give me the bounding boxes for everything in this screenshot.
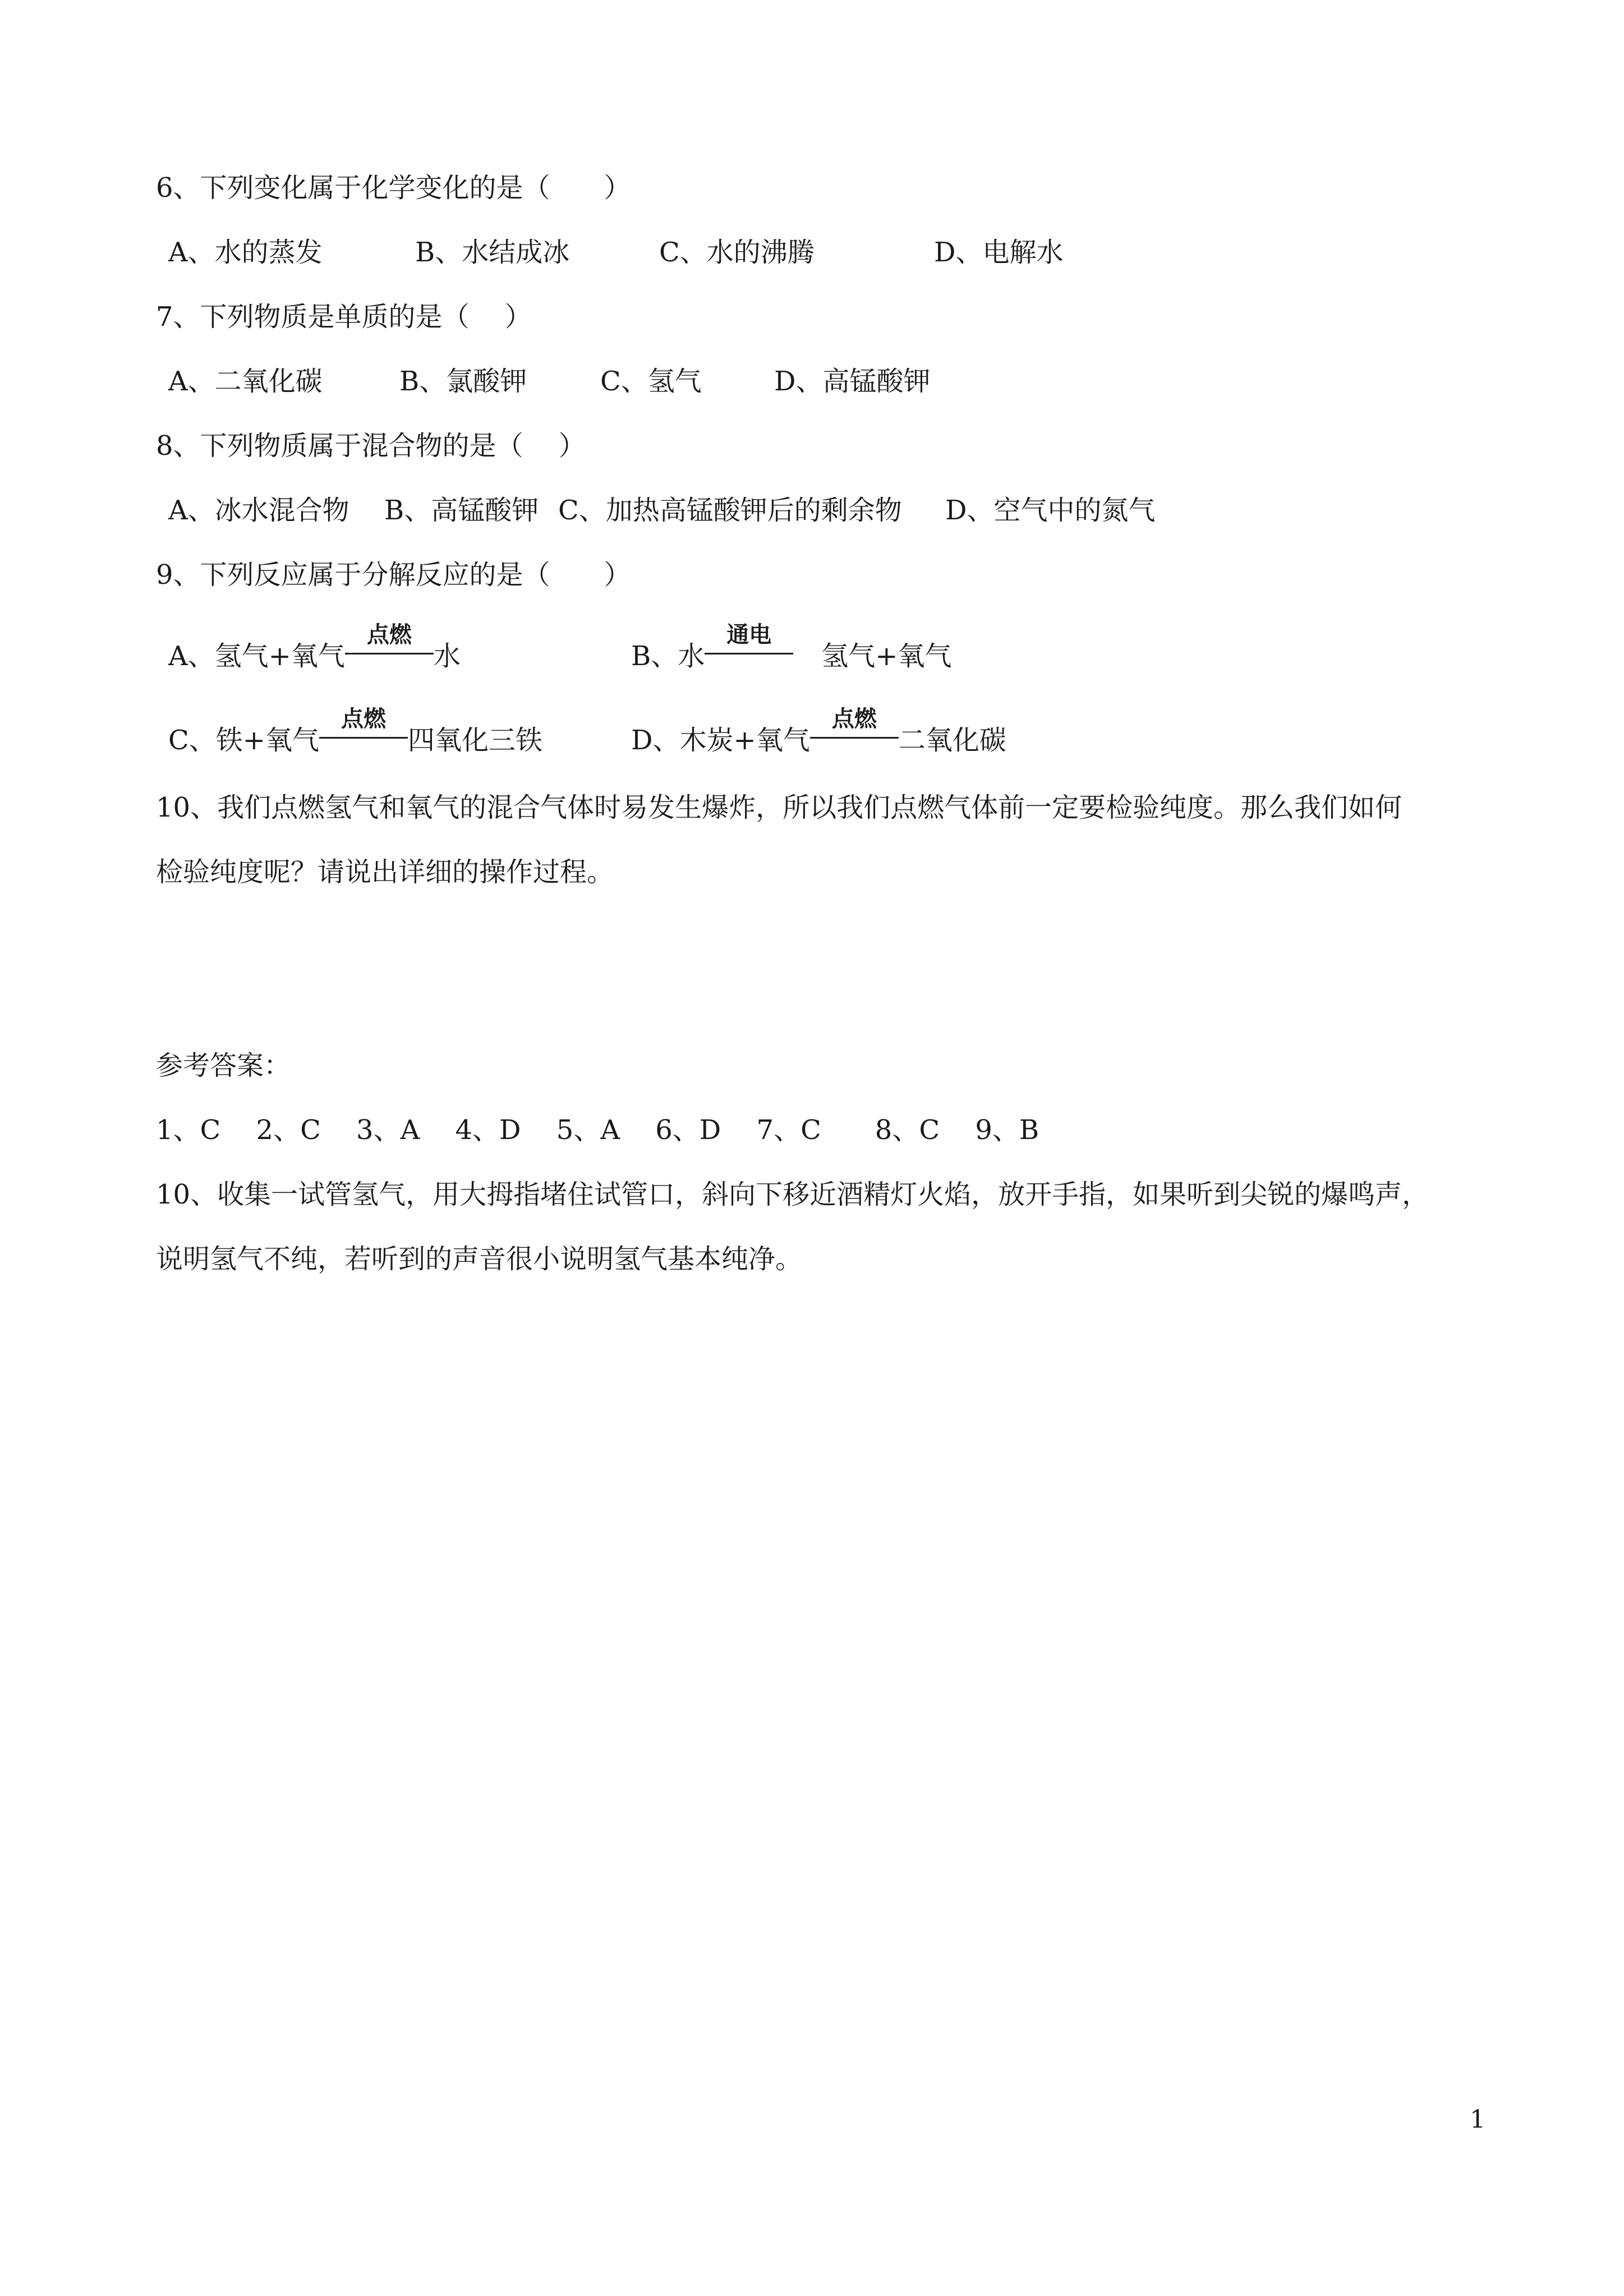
question-10-line-1: 10、我们点燃氢气和氧气的混合气体时易发生爆炸，所以我们点燃气体前一定要检验纯度。那么我们如何 <box>156 792 1402 823</box>
question-9-option-c <box>168 706 542 757</box>
answer-q10-line-1: 10、收集一试管氢气，用大拇指堵住试管口，斜向下移近酒精灯火焰，放开手指，如果听到尖锐的爆鸣声， <box>156 1179 1429 1210</box>
answer-key-title: 参考答案： <box>156 1050 291 1081</box>
question-7-option-d: D、高锰酸钾 <box>774 366 931 397</box>
reaction-arrow <box>810 706 899 757</box>
question-8-option-c: C、加热高锰酸钾后的剩余物 <box>558 495 902 526</box>
reaction-condition: 点燃 <box>366 622 412 648</box>
question-8-option-a: A、冰水混合物 <box>168 495 349 526</box>
equation-a-reactants: A、氢气+氧气 <box>168 640 345 672</box>
question-8-option-b: B、高锰酸钾 <box>384 495 539 526</box>
question-6-stem: 6、下列变化属于化学变化的是（ ） <box>156 172 631 204</box>
question-9-stem: 9、下列反应属于分解反应的是（ ） <box>156 559 631 591</box>
question-8-stem: 8、下列物质属于混合物的是（ ） <box>156 430 586 462</box>
arrow-line <box>345 653 434 654</box>
answer-q10-line-2: 说明氢气不纯，若听到的声音很小说明氢气基本纯净。 <box>156 1243 803 1275</box>
reaction-arrow <box>319 706 408 757</box>
equation-d-products: 二氧化碳 <box>898 725 1006 756</box>
question-7-option-a: A、二氧化碳 <box>168 366 323 397</box>
reaction-condition: 点燃 <box>341 706 386 732</box>
question-6-option-d: D、电解水 <box>934 237 1064 268</box>
question-6-option-a: A、水的蒸发 <box>168 237 323 268</box>
reaction-condition: 通电 <box>726 622 772 648</box>
reaction-arrow <box>345 622 434 673</box>
question-7-option-c: C、氢气 <box>600 366 702 397</box>
arrow-line <box>810 737 899 739</box>
question-9-option-d <box>631 706 1006 757</box>
question-7-stem: 7、下列物质是单质的是（ ） <box>156 301 532 333</box>
question-7-option-b: B、氯酸钾 <box>399 366 527 397</box>
question-8-option-d: D、空气中的氮气 <box>945 495 1156 526</box>
question-9-option-b <box>631 622 952 673</box>
page-number: 1 <box>1470 2105 1485 2134</box>
question-10-line-2: 检验纯度呢？请说出详细的操作过程。 <box>156 856 614 888</box>
equation-c-products: 四氧化三铁 <box>407 725 542 756</box>
equation-d-reactants: D、木炭+氧气 <box>631 725 810 756</box>
arrow-line <box>705 653 793 654</box>
question-6-option-b: B、水结成冰 <box>415 237 570 268</box>
answer-key-choices: 1、C 2、C 3、A 4、D 5、A 6、D 7、C 8、C 9、B <box>156 1114 1039 1146</box>
equation-b-products: 氢气+氧气 <box>821 640 952 672</box>
question-9-option-a <box>168 622 461 673</box>
equation-c-reactants: C、铁+氧气 <box>168 725 319 756</box>
equation-b-reactants: B、水 <box>631 640 705 672</box>
arrow-line <box>319 737 408 739</box>
reaction-arrow <box>705 622 793 673</box>
question-6-option-c: C、水的沸腾 <box>659 237 815 268</box>
reaction-condition: 点燃 <box>831 706 877 732</box>
equation-a-products: 水 <box>433 640 461 672</box>
